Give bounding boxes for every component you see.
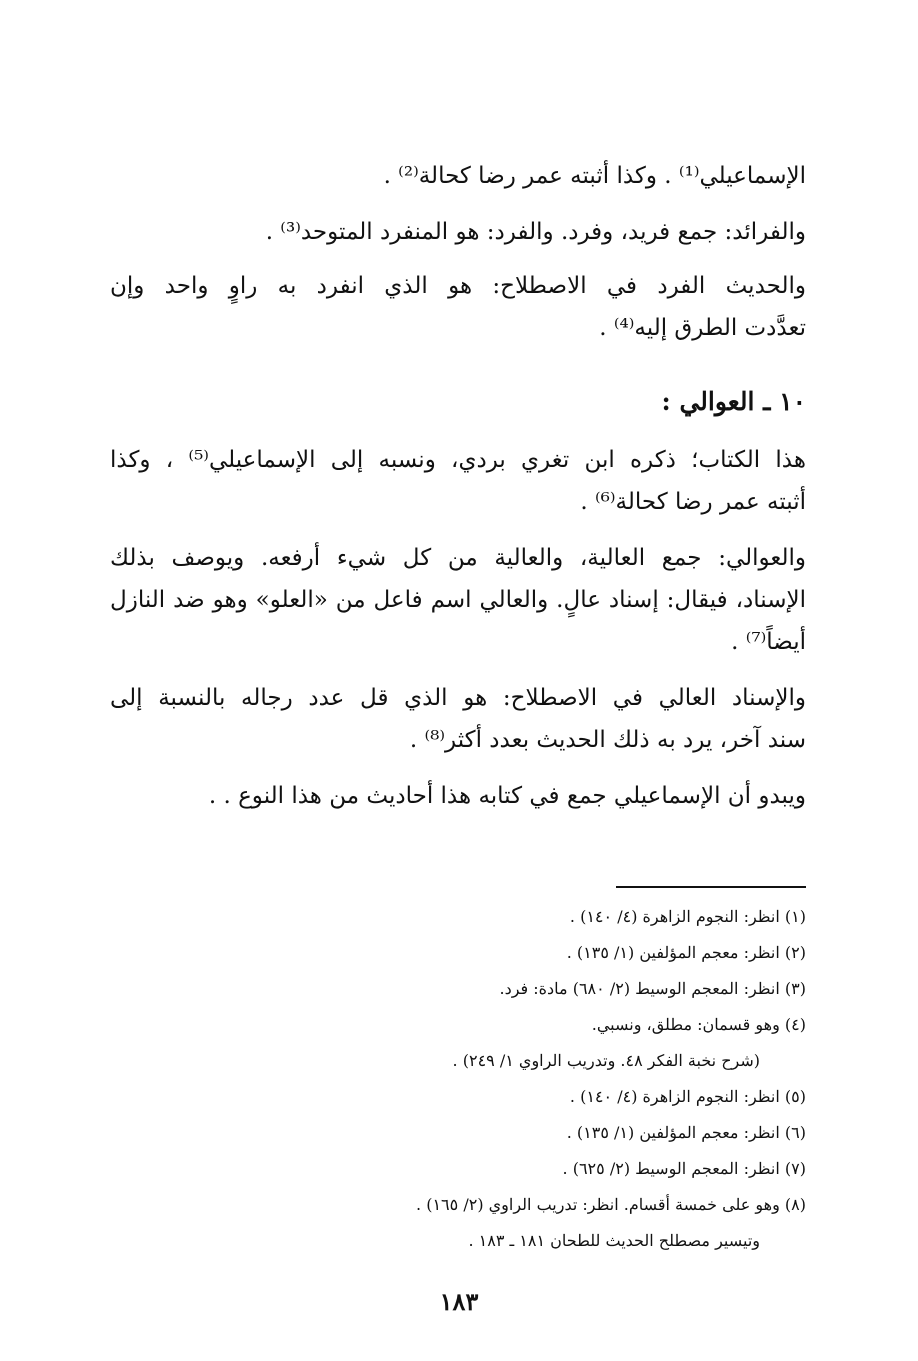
footnote: (٨) وهو على خمسة أقسام. انظر: تدريب الراوي (٢/ ١٦٥) . xyxy=(416,1195,806,1214)
page-number: ١٨٣ xyxy=(439,1287,479,1316)
footnote: (٢) انظر: معجم المؤلفين (١/ ١٣٥) . xyxy=(566,943,806,962)
section-heading: ١٠ ـ العوالي : xyxy=(661,387,806,416)
body-line: تعدَّدت الطرق إليه⁽⁴⁾ . xyxy=(599,315,806,341)
footnote: (٦) انظر: معجم المؤلفين (١/ ١٣٥) . xyxy=(566,1123,806,1142)
body-line: الإسناد، فيقال: إسناد عالٍ. والعالي اسم فاعل من «العلو» وهو ضد النازل xyxy=(110,587,806,613)
footnote: (٥) انظر: النجوم الزاهرة (٤/ ١٤٠) . xyxy=(569,1087,806,1106)
body-line: سند آخر، يرد به ذلك الحديث بعدد أكثر⁽⁸⁾ . xyxy=(409,727,806,753)
body-line: أثبته عمر رضا كحالة⁽⁶⁾ . xyxy=(580,489,806,515)
body-line: هذا الكتاب؛ ذكره ابن تغري بردي، ونسبه إلى الإسماعيلي⁽⁵⁾ ، وكذا xyxy=(110,447,806,473)
body-line: والعوالي: جمع العالية، والعالية من كل شيء أرفعه. ويوصف بذلك xyxy=(110,545,806,571)
body-line: والفرائد: جمع فريد، وفرد. والفرد: هو المنفرد المتوحد⁽³⁾ . xyxy=(265,219,806,245)
footnote-divider xyxy=(616,886,806,888)
body-line: ويبدو أن الإسماعيلي جمع في كتابه هذا أحاديث من هذا النوع . . xyxy=(208,783,806,809)
body-line: أيضاً⁽⁷⁾ . xyxy=(731,629,806,655)
footnote: (٣) انظر: المعجم الوسيط (٢/ ٦٨٠) مادة: فرد. xyxy=(499,979,806,998)
footnote-continuation: (شرح نخبة الفكر ٤٨. وتدريب الراوي ١/ ٢٤٩) . xyxy=(452,1051,760,1070)
footnote: (١) انظر: النجوم الزاهرة (٤/ ١٤٠) . xyxy=(569,907,806,926)
footnote-continuation: وتيسير مصطلح الحديث للطحان ١٨١ ـ ١٨٣ . xyxy=(468,1231,760,1250)
footnote: (٧) انظر: المعجم الوسيط (٢/ ٦٢٥) . xyxy=(562,1159,806,1178)
body-line: الإسماعيلي⁽¹⁾ . وكذا أثبته عمر رضا كحالة⁽²⁾ . xyxy=(383,163,806,189)
body-line: والإسناد العالي في الاصطلاح: هو الذي قل عدد رجاله بالنسبة إلى xyxy=(110,685,806,711)
body-line: والحديث الفرد في الاصطلاح: هو الذي انفرد به راوٍ واحد وإن xyxy=(110,273,806,299)
footnote: (٤) وهو قسمان: مطلق، ونسبي. xyxy=(591,1015,806,1034)
